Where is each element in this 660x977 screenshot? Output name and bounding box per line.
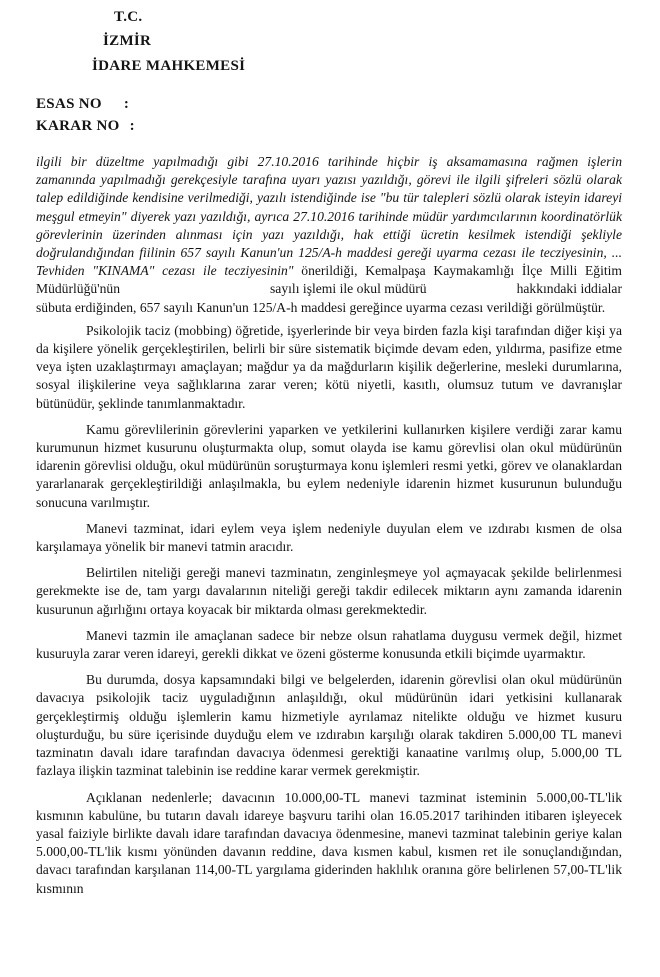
karar-no-line: [36, 118, 135, 135]
header-city: İZMİR: [103, 33, 152, 49]
paragraph-1-quote: ilgili bir düzeltme yapılmadığı gibi 27.10.2016 tarihinde hiçbir iş aksamamasına rağmen işlerin zamanında yapılmadığı gerekçesiyle tarafına uyarı yazısı yazıldığı, görevi ile ilgili şifreleri sözlü olarak talep edildiğinde kendisine verilmediği, yazılı istendiğinde ise "bu tür talepleri sözlü olarak isteyin idareyi meşgul etmeyin" diyerek yazı yazıldığı, ayrıca 27.10.2016 tarihinde müdür yardımcılarının koordinatörlük görevlerinin üzerinden alınması için yazı yazıldığı, hak ettiği ücretin kesilmek istendiği şekliyle doğrulandığından fiilinin 657 sayılı Kanun'un 125/A-h maddesi gereği uyarma cezası ile tecziyesinin, ... Tevhiden "KINAMA" cezası ile tecziyesinin": [36, 154, 622, 279]
document-body: [36, 153, 622, 906]
paragraph-7: Bu durumda, dosya kapsamındaki bilgi ve belgelerden, idarenin görevlisi olan okul müdürünün davacıya psikolojik taciz uyguladığının anlaşıldığı, okul müdürünün idari yetkisini kullanarak gerçekleştirmiş olduğu işlemlerin kamu hizmetiyle ayrılamaz nitelikte olduğu ve hizmet kusuru oluşturduğu, bu süre içerisinde duyduğu elem ve ızdırabın karşılığı olarak takdiren 5.000,00 TL manevi tazminatın davalı idare tarafından davacıya ödenmesi gerektiği kanaatine varılmış olup, 5.000,00 TL fazlaya ilişkin tazminat talebinin ise reddine karar vermek gerekmiştir.: [36, 672, 622, 779]
paragraph-8: Açıklanan nedenlerle; davacının 10.000,00-TL manevi tazminat isteminin 5.000,00-TL'lik kısmının kabulüne, bu tutarın davalı idareye başvuru tarihi olan 16.05.2017 tarihinden itibaren işleyecek yasal faiziyle birlikte davalı idare tarafından davacıya ödenmesine, manevi tazminat talebinin geriye kalan 5.000,00-TL'lik kısmı yönünden davanın reddine, dava kısmen kabul, kısmen ret ile sonuçlandığından, davacı tarafından karşılanan 114,00-TL yargılama giderinden haklılık oranına göre belirlenen 57,00-TL'lik kısmının: [36, 789, 622, 896]
karar-no-colon: :: [129, 118, 135, 134]
paragraph-4: Manevi tazminat, idari eylem veya işlem nedeniyle duyulan elem ve ızdırabı kısmen de olsa karşılamaya yönelik bir manevi tatmin aracıdır.: [36, 520, 622, 555]
esas-no-label: ESAS NO: [36, 96, 102, 112]
paragraph-5: Belirtilen niteliği gereği manevi tazminatın, zenginleşmeye yol açmayacak şekilde belirlenmesi gerekmekte ise de, tam yargı davalarının niteliği gereği takdir edilecek miktarın aynı zamanda idarenin kusurunun ağırlığını ortaya koyacak bir miktarda olması gerekmektedir.: [36, 565, 622, 617]
paragraph-3: Kamu görevlilerinin görevlerini yaparken ve yetkilerini kullanırken kişilere verdiği zarar kamu kurumunun hizmet kusurunu oluşturmakta olup, somut olayda ise kamu görevlisi olan okul müdürünün idarenin görevlisi olduğu, okul müdürünün soruşturmaya konu işlemleri resmi yetki, görev ve olanaklardan yararlanarak gerçekleştirildiği anlaşılmakla, bu eylem nedeniyle idarenin hizmet kusurunun bulunduğu sonucuna varılmıştır.: [36, 421, 622, 510]
paragraph-1: [36, 153, 622, 317]
paragraph-6: Manevi tazmin ile amaçlanan sadece bir nebze olsun rahatlama duygusu vermek değil, hizmet kusuruyla zarar veren idareyi, gerekli dikkat ve özeni gösterme konusunda etkili biçimde uyarmaktır.: [36, 627, 622, 662]
esas-no-colon: :: [123, 96, 130, 112]
header-court: İDARE MAHKEMESİ: [92, 58, 246, 74]
header-tc: T.C.: [114, 9, 143, 25]
karar-no-label: KARAR NO: [36, 118, 120, 134]
paragraph-1-d: hakkındaki iddialar sübuta erdiğinden, 657 sayılı Kanun'un 125/A-h maddesi gereğince uyarma cezası verildiği görülmüştür.: [36, 281, 622, 315]
esas-no-line: [36, 96, 129, 113]
paragraph-1-b: önerildiği, Kemalpaşa Kaymakamlığı İlçe Milli Eğitim Müdürlüğü'nün: [36, 263, 622, 297]
paragraph-2: Psikolojik taciz (mobbing) öğretide, işyerlerinde bir veya birden fazla kişi tarafından diğer kişi ya da kişilere yönelik gerçekleştirilen, belirli bir süre sistematik biçimde devam eden, yıldırma, pasifize etme veya işten uzaklaştırmayı amaçlayan; mağdur ya da mağdurların kişilik değerlerine, mesleki durumlarına, sosyal ilişkilerine veya sağlıklarına zarar veren; kötü niyetli, kasıtlı, olumsuz tutum ve davranışlar bütünüdür, şeklinde tanımlanmaktadır.: [36, 322, 622, 411]
paragraph-1-c: sayılı işlemi ile okul müdürü: [270, 281, 427, 297]
